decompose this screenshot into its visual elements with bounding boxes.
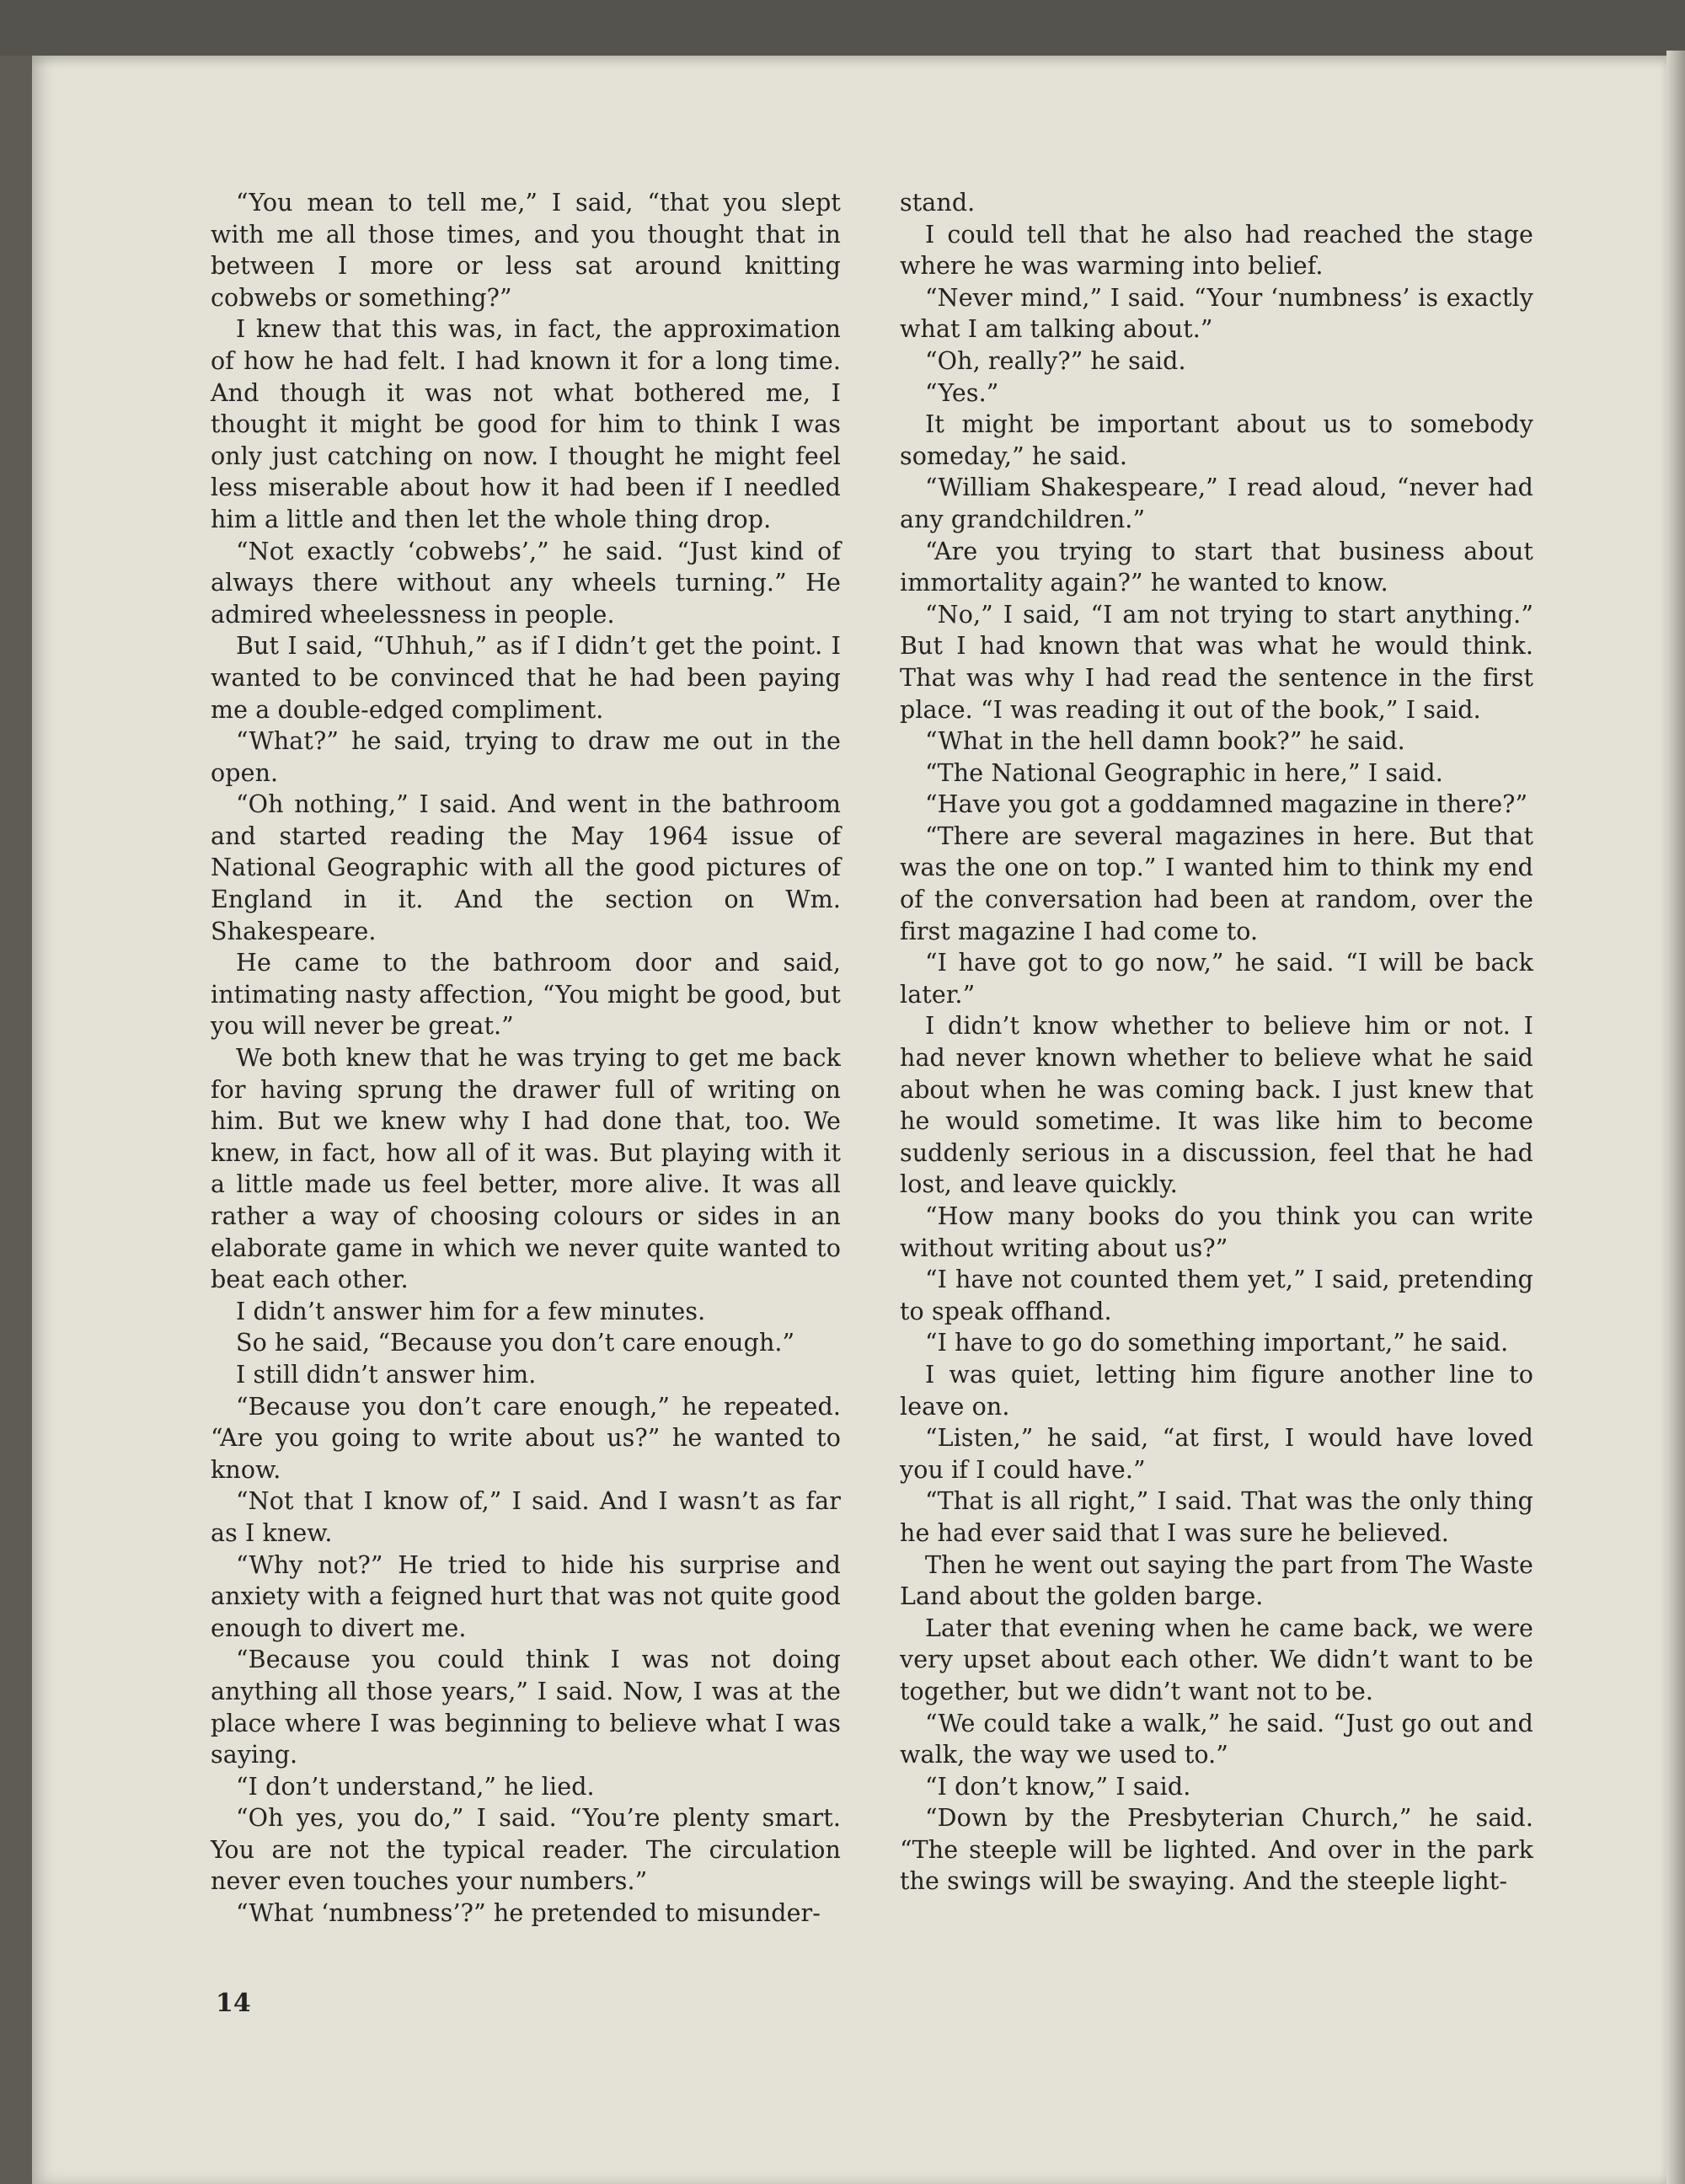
paragraph: “How many books do you think you can write without writing about us?”: [900, 1202, 1533, 1262]
paragraph: “Down by the Presbyterian Church,” he said. “The steeple will be lighted. And over in the park the swings will be swaying. And the steeple light-: [900, 1804, 1533, 1896]
paragraph: “What?” he said, trying to draw me out in the open.: [211, 727, 841, 787]
paragraph: “What in the hell damn book?” he said.: [925, 727, 1405, 756]
paragraph: “Oh yes, you do,” I said. “You’re plenty smart. You are not the typical reader. The circulation never even touches your numbers.”: [211, 1804, 841, 1896]
paragraph: “There are several magazines in here. But that was the one on top.” I wanted him to think my end of the conversation had been at random, over the first magazine I had come to.: [900, 822, 1533, 945]
paragraph: We both knew that he was trying to get me back for having sprung the drawer full of writing on him. But we knew why I had done that, too. We knew, in fact, how all of it was. But playing with it a little made us feel better, more alive. It was all rather a way of choosing colours or sides in an elaborate game in which we never quite wanted to beat each other.: [211, 1044, 841, 1294]
paragraph: “Listen,” he said, “at first, I would have loved you if I could have.”: [900, 1424, 1533, 1484]
paragraph-continuation: stand.: [900, 189, 976, 217]
paragraph: I still didn’t answer him.: [236, 1360, 537, 1389]
paragraph: Later that evening when he came back, we were very upset about each other. We didn’t want to be together, but we didn’t want not to be.: [900, 1614, 1533, 1705]
paragraph: So he said, “Because you don’t care enough.”: [236, 1329, 795, 1357]
right-column: [900, 187, 1533, 1898]
paragraph: But I said, “Uhhuh,” as if I didn’t get the point. I wanted to be convinced that he had been paying me a double-edged compliment.: [211, 632, 841, 724]
paragraph: “I have to go do something important,” he said.: [925, 1329, 1509, 1357]
paragraph: “Not that I know of,” I said. And I wasn’t as far as I knew.: [211, 1487, 841, 1547]
left-column: [211, 187, 841, 1930]
paragraph: He came to the bathroom door and said, intimating nasty affection, “You might be good, but you will never be great.”: [211, 949, 841, 1041]
paragraph: Then he went out saying the part from The Waste Land about the golden barge.: [900, 1550, 1533, 1611]
paragraph: “The National Geographic in here,” I said.: [925, 758, 1443, 787]
page-edge: [1666, 51, 1685, 2184]
paragraph: “Are you trying to start that business about immortality again?” he wanted to know.: [900, 537, 1533, 597]
paragraph: “Oh, really?” he said.: [925, 346, 1186, 375]
paragraph: “Because you could think I was not doing anything all those years,” I said. Now, I was at the place where I was beginning to believe what I was saying.: [211, 1646, 841, 1769]
paragraph: It might be important about us to somebody someday,” he said.: [900, 410, 1533, 470]
paragraph: I was quiet, letting him figure another line to leave on.: [900, 1360, 1533, 1421]
paragraph: “William Shakespeare,” I read aloud, “never had any grandchildren.”: [900, 474, 1533, 533]
paragraph: “Because you don’t care enough,” he repeated. “Are you going to write about us?” he wanted to know.: [211, 1392, 841, 1484]
paragraph: I knew that this was, in fact, the approximation of how he had felt. I had known it for a long time. And though it was not what bothered me, I thought it might be good for him to think I was only just catching on now. I thought he might feel less miserable about how it had been if I needled him a little and then let the whole thing drop.: [211, 315, 841, 533]
paragraph: “I have got to go now,” he said. “I will be back later.”: [900, 949, 1533, 1009]
paragraph: “I don’t know,” I said.: [925, 1772, 1191, 1801]
paragraph: “Oh nothing,” I said. And went in the bathroom and started reading the May 1964 issue of National Geographic with all the good pictures of England in it. And the section on Wm. Shakespeare.: [211, 790, 841, 945]
paragraph: I didn’t know whether to believe him or not. I had never known whether to believe what he said about when he was coming back. I just knew that he would sometime. It was like him to become suddenly serious in a discussion, feel that he had lost, and leave quickly.: [900, 1012, 1533, 1199]
paragraph: “We could take a walk,” he said. “Just go out and walk, the way we used to.”: [900, 1709, 1533, 1769]
paragraph: “Never mind,” I said. “Your ‘numbness’ is exactly what I am talking about.”: [900, 283, 1533, 344]
paragraph: “I have not counted them yet,” I said, pretending to speak offhand.: [900, 1266, 1533, 1325]
paragraph: I could tell that he also had reached the stage where he was warming into belief.: [900, 220, 1533, 281]
paragraph: “You mean to tell me,” I said, “that you slept with me all those times, and you thought that in between I more or less sat around knitting cobwebs or something?”: [211, 189, 841, 312]
background-strip: [0, 0, 1685, 56]
paragraph: “I don’t understand,” he lied.: [236, 1772, 595, 1801]
paragraph: “Have you got a goddamned magazine in there?”: [925, 790, 1528, 819]
paragraph: “That is all right,” I said. That was the only thing he had ever said that I was sure he believed.: [900, 1487, 1533, 1547]
paragraph: “No,” I said, “I am not trying to start anything.” But I had known that was what he would think. That was why I had read the sentence in the first place. “I was reading it out of the book,” I said.: [900, 600, 1533, 724]
paragraph: “Yes.”: [925, 378, 999, 407]
paragraph: “Not exactly ‘cobwebs’,” he said. “Just kind of always there without any wheels turning.” He admired wheelessness in people.: [211, 537, 841, 629]
paragraph: “Why not?” He tried to hide his surprise and anxiety with a feigned hurt that was not quite good enough to divert me.: [211, 1550, 841, 1642]
paragraph: “What ‘numbness’?” he pretended to misunder-: [236, 1899, 821, 1928]
paragraph: I didn’t answer him for a few minutes.: [236, 1297, 706, 1325]
page-number: 14: [216, 1989, 251, 2018]
